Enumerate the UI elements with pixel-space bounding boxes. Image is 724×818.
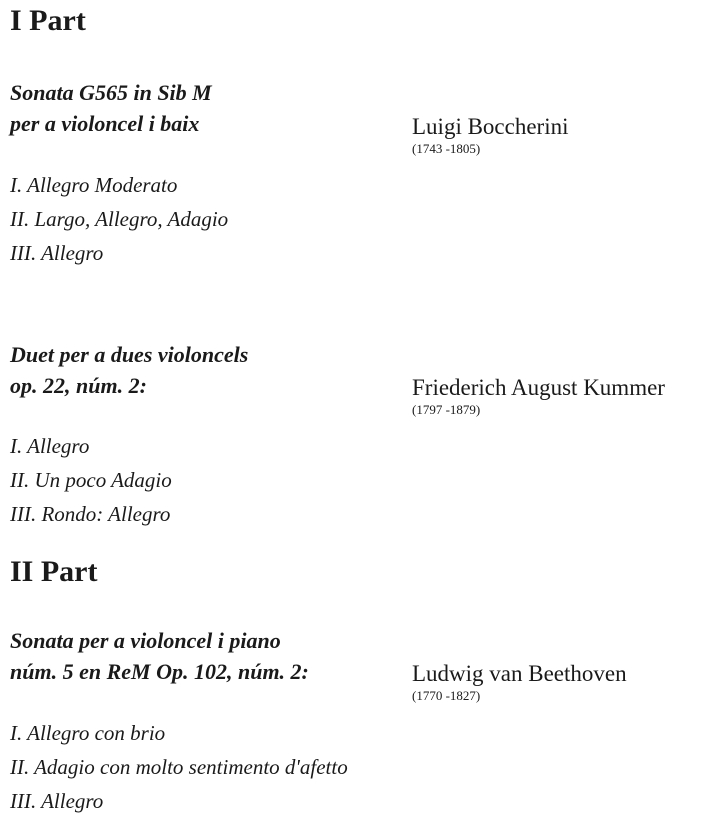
composer-name: Luigi Boccherini [412,114,569,139]
work-2-title-line-1: Duet per a dues violoncels [10,342,249,367]
part-1-title: I Part [10,4,86,37]
work-1-composer [412,114,569,157]
work-3-composer [412,661,627,704]
part-2-title: II Part [10,555,98,588]
work-2-movements [10,429,172,531]
work-2-title [10,339,248,401]
work-1-title-line-1: Sonata G565 in Sib M [10,80,212,105]
work-3-movements [10,716,348,818]
movement-item: I. Allegro Moderato [10,173,178,197]
work-2-composer [412,375,665,418]
movement-item: III. Allegro [10,789,104,813]
movement-item: I. Allegro [10,434,90,458]
composer-dates: (1797 -1879) [412,402,481,417]
movement-item: II. Un poco Adagio [10,468,172,492]
work-1-title-line-2: per a violoncel i baix [10,111,200,136]
composer-dates: (1743 -1805) [412,141,481,156]
composer-name: Ludwig van Beethoven [412,661,627,686]
work-1-movements [10,168,228,270]
work-3-title [10,625,309,687]
movement-item: II. Adagio con molto sentimento d'afetto [10,755,348,779]
movement-item: III. Rondo: Allegro [10,502,171,526]
work-3-title-line-2: núm. 5 en ReM Op. 102, núm. 2: [10,659,309,684]
work-1-title [10,77,212,139]
composer-name: Friederich August Kummer [412,375,665,400]
movement-item: II. Largo, Allegro, Adagio [10,207,229,231]
composer-dates: (1770 -1827) [412,688,481,703]
work-3-title-line-1: Sonata per a violoncel i piano [10,628,281,653]
movement-item: I. Allegro con brio [10,721,166,745]
movement-item: III. Allegro [10,241,104,265]
work-2-title-line-2: op. 22, núm. 2: [10,373,147,398]
